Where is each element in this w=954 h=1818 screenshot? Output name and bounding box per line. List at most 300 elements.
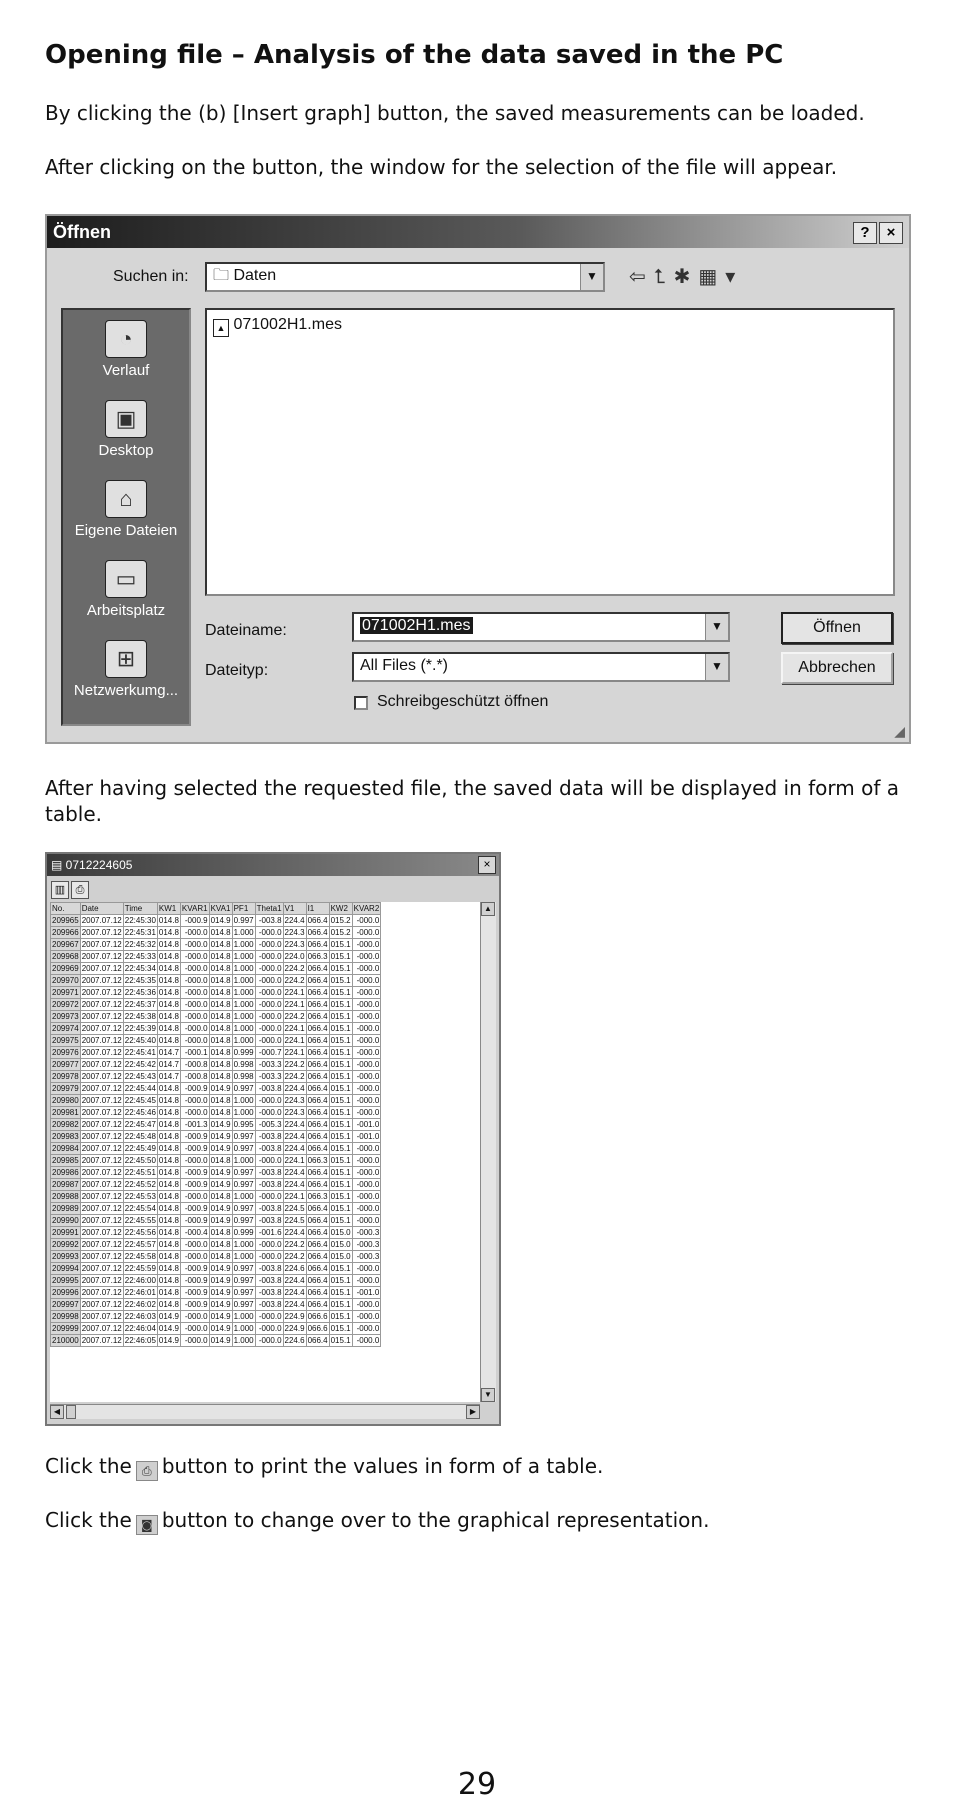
table-cell: -001.6 xyxy=(255,1227,283,1239)
data-table-window xyxy=(45,852,501,1426)
table-cell: 015.1 xyxy=(330,976,351,985)
table-cell: 015.1 xyxy=(330,1300,351,1309)
table-cell: 014.8 xyxy=(210,1024,231,1033)
table-cell: 22:45:59 xyxy=(124,1264,156,1273)
table-cell: 066.4 xyxy=(307,1084,328,1093)
table-cell: -000.9 xyxy=(180,1263,209,1275)
table-cell: 209983 xyxy=(52,1132,79,1141)
table-cell: 1.000 xyxy=(233,1108,254,1117)
table-cell: -001.0 xyxy=(352,1119,381,1131)
table-cell: 014.8 xyxy=(210,1000,231,1009)
table-cell: 015.1 xyxy=(330,1000,351,1009)
column-header[interactable]: KVA1 xyxy=(210,904,231,913)
table-cell: 209970 xyxy=(52,976,79,985)
column-header[interactable]: Date xyxy=(80,903,123,915)
table-cell: 2007.07.12 xyxy=(81,1108,122,1117)
table-cell: 224.3 xyxy=(284,1096,305,1105)
table-row[interactable] xyxy=(51,999,381,1011)
table-cell: 015.1 xyxy=(330,1324,351,1333)
table-cell: 209987 xyxy=(52,1180,79,1189)
table-cell: -000.0 xyxy=(352,1155,381,1167)
table-row[interactable] xyxy=(51,1239,381,1251)
table-cell: 22:45:31 xyxy=(124,928,156,937)
column-header[interactable]: Theta1 xyxy=(256,904,282,913)
table-cell: -000.0 xyxy=(255,1191,283,1203)
table-row[interactable] xyxy=(51,1275,381,1287)
table-cell: 22:45:36 xyxy=(124,988,156,997)
table-cell: 209980 xyxy=(52,1096,79,1105)
table-cell: 014.8 xyxy=(210,1048,231,1057)
table-cell: 224.2 xyxy=(284,976,305,985)
table-cell: -000.0 xyxy=(352,1203,381,1215)
table-cell: -000.0 xyxy=(255,1251,283,1263)
table-cell: -001.0 xyxy=(352,1287,381,1299)
table-cell: 014.8 xyxy=(158,952,179,961)
table-row[interactable] xyxy=(51,1047,381,1059)
table-cell: -000.0 xyxy=(180,1023,209,1035)
table-cell: -000.0 xyxy=(352,987,381,999)
data-grid xyxy=(50,902,480,1402)
table-row[interactable] xyxy=(51,1011,381,1023)
table-cell: 015.1 xyxy=(330,1060,351,1069)
table-cell: -000.0 xyxy=(352,1275,381,1287)
table-row[interactable] xyxy=(51,1299,381,1311)
table-cell: 2007.07.12 xyxy=(81,1204,122,1213)
place-network[interactable] xyxy=(63,640,189,699)
table-cell: -000.0 xyxy=(180,963,209,975)
table-cell: 2007.07.12 xyxy=(81,964,122,973)
table-cell: 22:45:54 xyxy=(124,1204,156,1213)
table-cell: 014.9 xyxy=(158,1312,179,1321)
column-header[interactable]: KVAR1 xyxy=(181,904,208,913)
table-cell: 0.997 xyxy=(233,1300,254,1309)
place-label: Verlauf xyxy=(102,362,150,379)
table-cell: 014.8 xyxy=(158,1180,179,1189)
table-row[interactable] xyxy=(51,939,381,951)
table-cell: 014.8 xyxy=(158,1120,179,1129)
folder-icon: 🗀 xyxy=(213,267,234,284)
table-cell: -000.0 xyxy=(352,1107,381,1119)
look-in-combo[interactable] xyxy=(205,262,605,292)
table-cell: 209973 xyxy=(52,1012,79,1021)
table-cell: 209996 xyxy=(52,1288,79,1297)
table-cell: 015.1 xyxy=(330,1108,351,1117)
table-cell: 1.000 xyxy=(233,1252,254,1261)
table-row[interactable] xyxy=(51,1059,381,1071)
table-cell: 209977 xyxy=(52,1060,79,1069)
table-row[interactable] xyxy=(51,1311,381,1323)
table-cell: 22:46:04 xyxy=(124,1324,156,1333)
new-folder-icon[interactable]: ✱ xyxy=(673,266,699,288)
table-body xyxy=(51,915,381,1347)
table-cell: -000.0 xyxy=(352,1023,381,1035)
table-cell: 209998 xyxy=(52,1312,79,1321)
print-icon: ⎙ xyxy=(136,1461,158,1481)
table-cell: 014.9 xyxy=(210,1300,231,1309)
table-cell: -000.0 xyxy=(352,1035,381,1047)
intro-paragraph: By clicking the (b) [Insert graph] button, the saved measurements can be loaded. xyxy=(45,101,865,125)
table-cell: 224.6 xyxy=(284,1264,305,1273)
table-header xyxy=(51,903,381,915)
table-cell: 2007.07.12 xyxy=(81,952,122,961)
table-cell: 015.1 xyxy=(330,1024,351,1033)
table-cell: 209967 xyxy=(52,940,79,949)
table-cell: 066.3 xyxy=(307,1156,328,1165)
table-cell: -000.9 xyxy=(180,1299,209,1311)
table-row[interactable] xyxy=(51,1227,381,1239)
table-cell: 2007.07.12 xyxy=(81,988,122,997)
table-cell: 066.4 xyxy=(307,1096,328,1105)
table-cell: 015.1 xyxy=(330,1204,351,1213)
table-cell: -000.0 xyxy=(255,1335,283,1347)
table-row[interactable] xyxy=(51,1023,381,1035)
print-icon[interactable]: ⎙ xyxy=(71,881,89,899)
table-cell: 066.4 xyxy=(307,1204,328,1213)
table-cell: 209972 xyxy=(52,1000,79,1009)
table-cell: 1.000 xyxy=(233,976,254,985)
table-row[interactable] xyxy=(51,1167,381,1179)
table-cell: 066.4 xyxy=(307,1120,328,1129)
table-cell: 015.2 xyxy=(330,916,351,925)
scroll-up-icon[interactable]: ▲ xyxy=(481,902,495,916)
table-cell: 22:45:41 xyxy=(124,1048,156,1057)
desktop-icon: ▣ xyxy=(105,400,147,438)
table-cell: 0.997 xyxy=(233,1204,254,1213)
table-cell: -000.0 xyxy=(255,1095,283,1107)
table-cell: 014.8 xyxy=(210,1012,231,1021)
table-cell: 209981 xyxy=(52,1108,79,1117)
table-cell: 014.8 xyxy=(158,1228,179,1237)
table-row[interactable] xyxy=(51,1191,381,1203)
table-cell: 2007.07.12 xyxy=(81,1312,122,1321)
table-cell: 066.4 xyxy=(307,1300,328,1309)
table-row[interactable] xyxy=(51,1083,381,1095)
table-row[interactable] xyxy=(51,987,381,999)
table-row[interactable] xyxy=(51,915,381,927)
table-cell: 209989 xyxy=(52,1204,79,1213)
table-cell: 015.1 xyxy=(330,952,351,961)
table-cell: -000.0 xyxy=(352,1215,381,1227)
table-cell: -003.8 xyxy=(255,1299,283,1311)
table-row[interactable] xyxy=(51,1215,381,1227)
table-cell: -000.0 xyxy=(180,1011,209,1023)
table-cell: 224.4 xyxy=(284,1132,305,1141)
table-cell: 0.998 xyxy=(233,1060,254,1069)
column-header[interactable]: KW2 xyxy=(329,903,352,915)
table-cell: -000.0 xyxy=(352,1179,381,1191)
table-cell: 224.4 xyxy=(284,1084,305,1093)
table-cell: 066.4 xyxy=(307,1288,328,1297)
table-cell: 014.9 xyxy=(210,1084,231,1093)
table-cell: -000.0 xyxy=(352,1143,381,1155)
table-cell: -000.0 xyxy=(180,1323,209,1335)
table-cell: -000.0 xyxy=(255,1155,283,1167)
table-cell: -000.0 xyxy=(352,951,381,963)
table-cell: 066.4 xyxy=(307,964,328,973)
file-name: 071002H1.mes xyxy=(233,316,342,333)
table-row[interactable] xyxy=(51,1071,381,1083)
column-header[interactable]: Time xyxy=(123,903,157,915)
table-cell: 209965 xyxy=(52,916,79,925)
table-cell: 224.4 xyxy=(284,1288,305,1297)
table-cell: -000.0 xyxy=(352,1299,381,1311)
cancel-button[interactable]: Abbrechen xyxy=(781,652,893,684)
table-cell: 066.4 xyxy=(307,1216,328,1225)
table-cell: -000.0 xyxy=(352,1191,381,1203)
column-header[interactable]: KVAR2 xyxy=(353,904,380,913)
table-cell: 066.4 xyxy=(307,1168,328,1177)
table-cell: -000.0 xyxy=(180,1107,209,1119)
table-row[interactable] xyxy=(51,1203,381,1215)
table-cell: 224.4 xyxy=(284,1228,305,1237)
table-row[interactable] xyxy=(51,1251,381,1263)
table-cell: 066.4 xyxy=(307,1048,328,1057)
table-row[interactable] xyxy=(51,1119,381,1131)
table-cell: -000.0 xyxy=(180,975,209,987)
view-menu-icon[interactable]: ▦▾ xyxy=(698,266,744,288)
history-icon: ◔ xyxy=(105,320,147,358)
table-cell: -000.0 xyxy=(180,1155,209,1167)
table-cell: 2007.07.12 xyxy=(81,1252,122,1261)
table-cell: 224.1 xyxy=(284,1192,305,1201)
table-cell: 209986 xyxy=(52,1168,79,1177)
table-row[interactable] xyxy=(51,1179,381,1191)
table-cell: 2007.07.12 xyxy=(81,1168,122,1177)
table-cell: 22:45:58 xyxy=(124,1252,156,1261)
table-cell: -003.8 xyxy=(255,1167,283,1179)
table-cell: 22:45:43 xyxy=(124,1072,156,1081)
table-cell: -000.0 xyxy=(255,1023,283,1035)
scroll-right-icon[interactable]: ▶ xyxy=(466,1405,480,1419)
table-cell: 22:45:30 xyxy=(124,916,156,925)
table-cell: 015.2 xyxy=(330,928,351,937)
table-cell: 014.8 xyxy=(158,1156,179,1165)
table-cell: 224.4 xyxy=(284,1144,305,1153)
table-cell: -000.0 xyxy=(352,1167,381,1179)
table-cell: 224.1 xyxy=(284,1000,305,1009)
table-cell: 2007.07.12 xyxy=(81,1288,122,1297)
table-cell: 0.997 xyxy=(233,1168,254,1177)
table-cell: 2007.07.12 xyxy=(81,1180,122,1189)
table-cell: 209974 xyxy=(52,1024,79,1033)
look-in-label: Suchen in: xyxy=(113,268,189,285)
table-cell: -000.0 xyxy=(352,915,381,927)
table-cell: 224.1 xyxy=(284,1036,305,1045)
table-cell: 22:46:01 xyxy=(124,1288,156,1297)
table-cell: 209997 xyxy=(52,1300,79,1309)
table-cell: 209971 xyxy=(52,988,79,997)
table-cell: -003.8 xyxy=(255,1143,283,1155)
table-cell: -000.0 xyxy=(255,987,283,999)
close-button[interactable]: × xyxy=(879,222,903,244)
graph-instruction-start: Click the xyxy=(45,1508,132,1532)
table-cell: -000.0 xyxy=(180,999,209,1011)
table-cell: 2007.07.12 xyxy=(81,1060,122,1069)
table-cell: 224.4 xyxy=(284,1180,305,1189)
table-row[interactable] xyxy=(51,975,381,987)
table-cell: -000.9 xyxy=(180,1287,209,1299)
table-cell: -000.8 xyxy=(180,1059,209,1071)
chevron-down-icon[interactable]: ▼ xyxy=(705,614,728,640)
table-cell: 015.0 xyxy=(330,1252,351,1261)
table-cell: 014.9 xyxy=(210,1216,231,1225)
table-cell: 209984 xyxy=(52,1144,79,1153)
table-cell: 015.1 xyxy=(330,1336,351,1345)
print-instruction xyxy=(45,1453,915,1481)
table-cell: 0.997 xyxy=(233,1084,254,1093)
column-header[interactable]: V1 xyxy=(283,903,306,915)
table-cell: 014.8 xyxy=(210,1096,231,1105)
table-cell: 014.8 xyxy=(210,1240,231,1249)
table-intro-paragraph: After having selected the requested file, the saved data will be displayed in form of a table. xyxy=(45,776,899,826)
table-cell: 224.3 xyxy=(284,928,305,937)
table-cell: 014.7 xyxy=(158,1060,179,1069)
place-label: Eigene Dateien xyxy=(74,522,178,539)
vertical-scrollbar[interactable] xyxy=(480,902,496,1402)
table-cell: 015.1 xyxy=(330,1180,351,1189)
table-cell: 224.5 xyxy=(284,1204,305,1213)
table-cell: 224.4 xyxy=(284,1168,305,1177)
column-header[interactable]: PF1 xyxy=(232,903,255,915)
help-button[interactable]: ? xyxy=(853,222,877,244)
table-row[interactable] xyxy=(51,1131,381,1143)
filetype-select[interactable] xyxy=(352,652,730,682)
table-cell: 209966 xyxy=(52,928,79,937)
readonly-checkbox[interactable] xyxy=(354,696,368,710)
table-row[interactable] xyxy=(51,1287,381,1299)
table-cell: -003.8 xyxy=(255,1287,283,1299)
table-row[interactable] xyxy=(51,1107,381,1119)
table-cell: 014.8 xyxy=(210,1036,231,1045)
table-row[interactable] xyxy=(51,1323,381,1335)
table-cell: 066.4 xyxy=(307,928,328,937)
table-cell: -000.0 xyxy=(255,951,283,963)
table-row[interactable] xyxy=(51,1335,381,1347)
close-button[interactable]: × xyxy=(478,856,496,874)
table-cell: 2007.07.12 xyxy=(81,1156,122,1165)
table-cell: -003.8 xyxy=(255,1179,283,1191)
place-desktop[interactable] xyxy=(63,400,189,459)
scroll-thumb[interactable] xyxy=(66,1405,76,1419)
place-history[interactable] xyxy=(63,320,189,379)
scroll-left-icon[interactable]: ◀ xyxy=(50,1405,64,1419)
table-cell: 22:45:48 xyxy=(124,1132,156,1141)
readonly-label: Schreibgeschützt öffnen xyxy=(377,693,549,710)
table-cell: -001.3 xyxy=(180,1119,209,1131)
file-item[interactable] xyxy=(213,316,342,337)
table-row[interactable] xyxy=(51,963,381,975)
table-cell: 1.000 xyxy=(233,1096,254,1105)
table-cell: 014.8 xyxy=(210,1156,231,1165)
table-cell: 22:45:51 xyxy=(124,1168,156,1177)
table-cell: 066.6 xyxy=(307,1324,328,1333)
column-header[interactable]: No. xyxy=(51,903,81,915)
table-cell: 014.8 xyxy=(158,940,179,949)
table-cell: 2007.07.12 xyxy=(81,1300,122,1309)
table-cell: 066.4 xyxy=(307,1012,328,1021)
table-toolbar xyxy=(51,880,91,898)
table-cell: 2007.07.12 xyxy=(81,1072,122,1081)
table-cell: 209978 xyxy=(52,1072,79,1081)
place-computer[interactable] xyxy=(63,560,189,619)
table-cell: -000.1 xyxy=(180,1047,209,1059)
table-cell: 066.3 xyxy=(307,1192,328,1201)
table-cell: 224.1 xyxy=(284,1024,305,1033)
graph-icon[interactable]: ▥ xyxy=(51,881,69,899)
back-icon[interactable]: ⇦ xyxy=(629,266,654,288)
place-label: Arbeitsplatz xyxy=(86,602,166,619)
table-cell: 1.000 xyxy=(233,1312,254,1321)
table-cell: 209992 xyxy=(52,1240,79,1249)
table-cell: 2007.07.12 xyxy=(81,916,122,925)
table-cell: -000.0 xyxy=(352,1011,381,1023)
table-cell: -000.0 xyxy=(352,1311,381,1323)
table-cell: -000.0 xyxy=(352,927,381,939)
table-row[interactable] xyxy=(51,951,381,963)
table-cell: 015.1 xyxy=(330,1072,351,1081)
table-cell: -000.0 xyxy=(255,1035,283,1047)
table-cell: 2007.07.12 xyxy=(81,940,122,949)
chevron-down-icon[interactable]: ▼ xyxy=(580,264,603,290)
table-row[interactable] xyxy=(51,1035,381,1047)
table-cell: 209988 xyxy=(52,1192,79,1201)
table-cell: 014.8 xyxy=(210,1252,231,1261)
table-cell: 22:45:53 xyxy=(124,1192,156,1201)
table-cell: -000.0 xyxy=(352,975,381,987)
table-cell: 209991 xyxy=(52,1228,79,1237)
table-cell: 1.000 xyxy=(233,940,254,949)
look-in-value: Daten xyxy=(233,267,277,284)
table-row[interactable] xyxy=(51,1143,381,1155)
table-cell: -000.9 xyxy=(180,1083,209,1095)
table-cell: 209975 xyxy=(52,1036,79,1045)
table-cell: -003.3 xyxy=(255,1071,283,1083)
table-cell: 066.4 xyxy=(307,1276,328,1285)
table-cell: 22:45:32 xyxy=(124,940,156,949)
table-row[interactable] xyxy=(51,1263,381,1275)
table-cell: 1.000 xyxy=(233,1000,254,1009)
column-header[interactable]: I1 xyxy=(306,903,329,915)
table-cell: 2007.07.12 xyxy=(81,1132,122,1141)
up-folder-icon[interactable]: ⮤ xyxy=(653,266,674,288)
table-cell: 015.1 xyxy=(330,1012,351,1021)
table-cell: 014.8 xyxy=(158,1204,179,1213)
scroll-down-icon[interactable]: ▼ xyxy=(481,1388,495,1402)
column-header[interactable]: KW1 xyxy=(157,903,180,915)
table-cell: -003.8 xyxy=(255,1263,283,1275)
table-row[interactable] xyxy=(51,1095,381,1107)
table-cell: 015.1 xyxy=(330,1156,351,1165)
table-row[interactable] xyxy=(51,1155,381,1167)
place-documents[interactable] xyxy=(63,480,189,539)
table-cell: -000.0 xyxy=(255,1323,283,1335)
resize-grip-icon[interactable]: ◢ xyxy=(894,723,905,739)
open-button[interactable]: Öffnen xyxy=(781,612,893,644)
table-cell: 066.4 xyxy=(307,1180,328,1189)
table-cell: 209999 xyxy=(52,1324,79,1333)
horizontal-scrollbar[interactable] xyxy=(50,1404,480,1419)
chevron-down-icon[interactable]: ▼ xyxy=(705,654,728,680)
filename-input[interactable] xyxy=(352,612,730,642)
table-cell: 014.8 xyxy=(158,1216,179,1225)
table-cell: 224.2 xyxy=(284,1012,305,1021)
table-cell: 014.9 xyxy=(210,916,231,925)
table-cell: 066.4 xyxy=(307,976,328,985)
table-cell: 22:45:45 xyxy=(124,1096,156,1105)
table-cell: 22:45:55 xyxy=(124,1216,156,1225)
table-row[interactable] xyxy=(51,927,381,939)
table-cell: -000.0 xyxy=(255,1239,283,1251)
